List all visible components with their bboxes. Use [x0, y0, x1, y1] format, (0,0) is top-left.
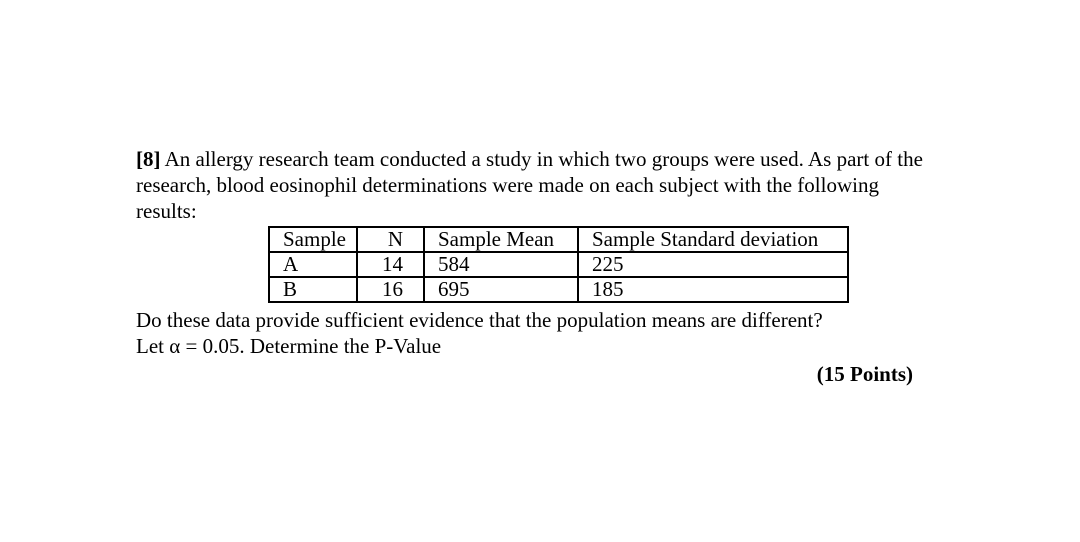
table-cell: 185	[578, 277, 848, 302]
problem-text-block	[136, 146, 936, 224]
problem-intro	[136, 146, 936, 224]
table-cell: 16	[357, 277, 424, 302]
table-header-cell: Sample Standard deviation	[578, 227, 848, 252]
table-header-cell: N	[357, 227, 424, 252]
table-cell: B	[269, 277, 357, 302]
question-line-1: Do these data provide sufficient evidence that the population means are different?	[136, 308, 823, 332]
table-cell: 225	[578, 252, 848, 277]
question-line-2: Let α = 0.05. Determine the P-Value	[136, 334, 442, 358]
table-row	[269, 277, 848, 302]
table-row	[269, 252, 848, 277]
results-table	[268, 226, 849, 303]
table-header-cell: Sample	[269, 227, 357, 252]
points-label: (15 Points)	[816, 362, 913, 386]
problem-number: [8]	[136, 147, 161, 171]
table-cell: 584	[424, 252, 578, 277]
problem-intro-text: An allergy research team conducted a study in which two groups were used. As part of the research, blood eosinophil determinations were made on each subject with the following results:	[136, 147, 923, 223]
table-header-cell: Sample Mean	[424, 227, 578, 252]
question-block	[136, 307, 823, 359]
table-cell: 14	[357, 252, 424, 277]
table-cell: 695	[424, 277, 578, 302]
table-cell: A	[269, 252, 357, 277]
table-header-row	[269, 227, 848, 252]
